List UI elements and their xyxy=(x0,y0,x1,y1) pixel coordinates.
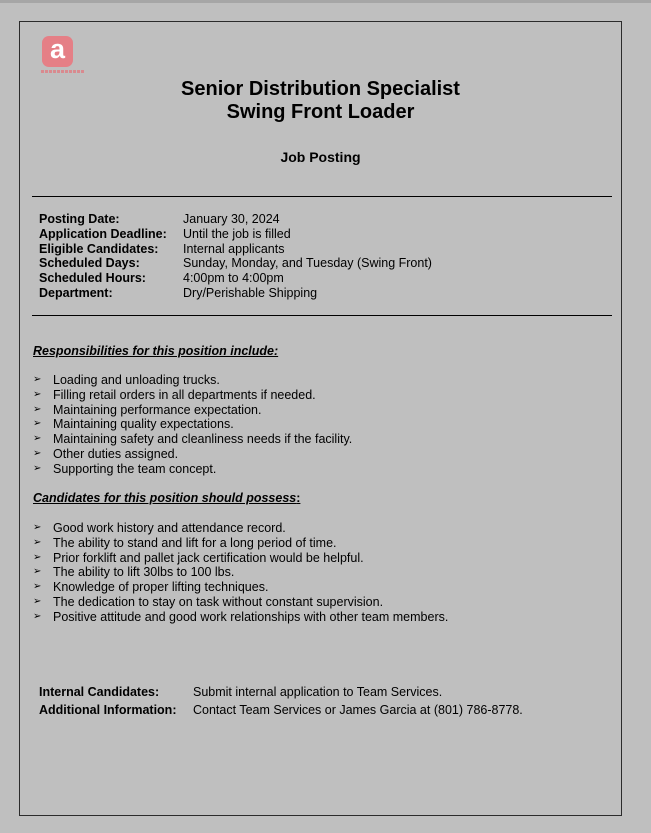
detail-label: Department: xyxy=(39,285,113,300)
list-item xyxy=(33,565,448,580)
detail-row xyxy=(39,271,432,286)
responsibilities-heading: Responsibilities for this position include: xyxy=(33,344,279,358)
detail-value: Sunday, Monday, and Tuesday (Swing Front) xyxy=(183,256,432,271)
responsibilities-list xyxy=(33,373,352,477)
list-item-text: Supporting the team concept. xyxy=(53,461,217,476)
list-item-text: Maintaining safety and cleanliness needs if the facility. xyxy=(53,432,353,447)
list-item xyxy=(33,373,352,388)
detail-label: Scheduled Hours: xyxy=(39,271,146,286)
list-item xyxy=(33,432,352,447)
info-row xyxy=(39,701,523,719)
logo-letter: a xyxy=(49,34,66,64)
qualifications-heading-colon: : xyxy=(296,491,301,505)
arrow-bullet-icon: ➢ xyxy=(33,433,42,445)
qualifications-heading-text: Candidates for this position should possess xyxy=(33,491,297,505)
list-item xyxy=(33,551,448,566)
detail-label: Posting Date: xyxy=(39,212,120,226)
arrow-bullet-icon: ➢ xyxy=(33,595,42,607)
arrow-bullet-icon: ➢ xyxy=(33,566,42,578)
qualifications-list xyxy=(33,521,448,625)
detail-row xyxy=(39,256,432,271)
list-item xyxy=(33,580,448,595)
info-label: Internal Candidates: xyxy=(39,685,160,699)
list-item xyxy=(33,536,448,551)
list-item xyxy=(33,610,448,625)
job-title-sub: Swing Front Loader xyxy=(226,101,415,123)
posting-details xyxy=(39,212,432,301)
list-item-text: Loading and unloading trucks. xyxy=(53,373,220,387)
list-item-text: Prior forklift and pallet jack certification would be helpful. xyxy=(53,550,364,565)
list-item-text: The ability to lift 30lbs to 100 lbs. xyxy=(53,565,235,580)
list-item xyxy=(33,388,352,403)
list-item xyxy=(33,521,448,536)
list-item-text: The ability to stand and lift for a long period of time. xyxy=(53,535,337,550)
list-item xyxy=(33,462,352,477)
info-row xyxy=(39,683,523,701)
arrow-bullet-icon: ➢ xyxy=(33,610,42,622)
document-page xyxy=(19,21,622,816)
list-item xyxy=(33,403,352,418)
info-value: Submit internal application to Team Services. xyxy=(193,685,443,699)
arrow-bullet-icon: ➢ xyxy=(33,418,42,430)
list-item-text: Other duties assigned. xyxy=(53,446,179,461)
arrow-bullet-icon: ➢ xyxy=(33,403,42,415)
arrow-bullet-icon: ➢ xyxy=(33,447,42,459)
job-title: Senior Distribution Specialist xyxy=(181,78,460,100)
document-type-heading: Job Posting xyxy=(280,149,361,165)
detail-row xyxy=(39,286,432,301)
info-label: Additional Information: xyxy=(39,703,177,717)
qualifications-heading xyxy=(33,491,300,506)
logo-a-cart-icon xyxy=(42,36,73,67)
logo-tagline-mark xyxy=(41,70,85,73)
list-item-text: Maintaining performance expectation. xyxy=(53,402,262,417)
divider-bottom xyxy=(32,315,612,316)
list-item xyxy=(33,595,448,610)
divider-top xyxy=(32,196,612,197)
arrow-bullet-icon: ➢ xyxy=(33,374,42,385)
detail-row xyxy=(39,212,432,227)
arrow-bullet-icon: ➢ xyxy=(33,581,42,593)
list-item-text: Maintaining quality expectations. xyxy=(53,417,234,432)
detail-value: Internal applicants xyxy=(183,241,285,256)
window-top-edge xyxy=(0,0,651,3)
list-item-text: Filling retail orders in all departments if needed. xyxy=(53,387,316,402)
arrow-bullet-icon: ➢ xyxy=(33,536,42,548)
detail-label: Scheduled Days: xyxy=(39,256,140,271)
list-item xyxy=(33,447,352,462)
detail-row xyxy=(39,242,432,257)
arrow-bullet-icon: ➢ xyxy=(33,551,42,563)
application-info xyxy=(39,683,523,719)
detail-label: Application Deadline: xyxy=(39,226,167,241)
detail-label: Eligible Candidates: xyxy=(39,241,159,256)
detail-value: Until the job is filled xyxy=(183,226,291,241)
detail-value: 4:00pm to 4:00pm xyxy=(183,271,284,286)
info-value: Contact Team Services or James Garcia at (801) 786-8778. xyxy=(193,703,523,717)
detail-row xyxy=(39,227,432,242)
list-item xyxy=(33,417,352,432)
list-item-text: Positive attitude and good work relationships with other team members. xyxy=(53,609,449,624)
detail-value: Dry/Perishable Shipping xyxy=(183,285,318,300)
arrow-bullet-icon: ➢ xyxy=(33,522,42,533)
list-item-text: Good work history and attendance record. xyxy=(53,521,286,535)
list-item-text: Knowledge of proper lifting techniques. xyxy=(53,580,269,595)
list-item-text: The dedication to stay on task without constant supervision. xyxy=(53,594,384,609)
arrow-bullet-icon: ➢ xyxy=(33,388,42,400)
detail-value: January 30, 2024 xyxy=(183,212,280,226)
arrow-bullet-icon: ➢ xyxy=(33,462,42,474)
